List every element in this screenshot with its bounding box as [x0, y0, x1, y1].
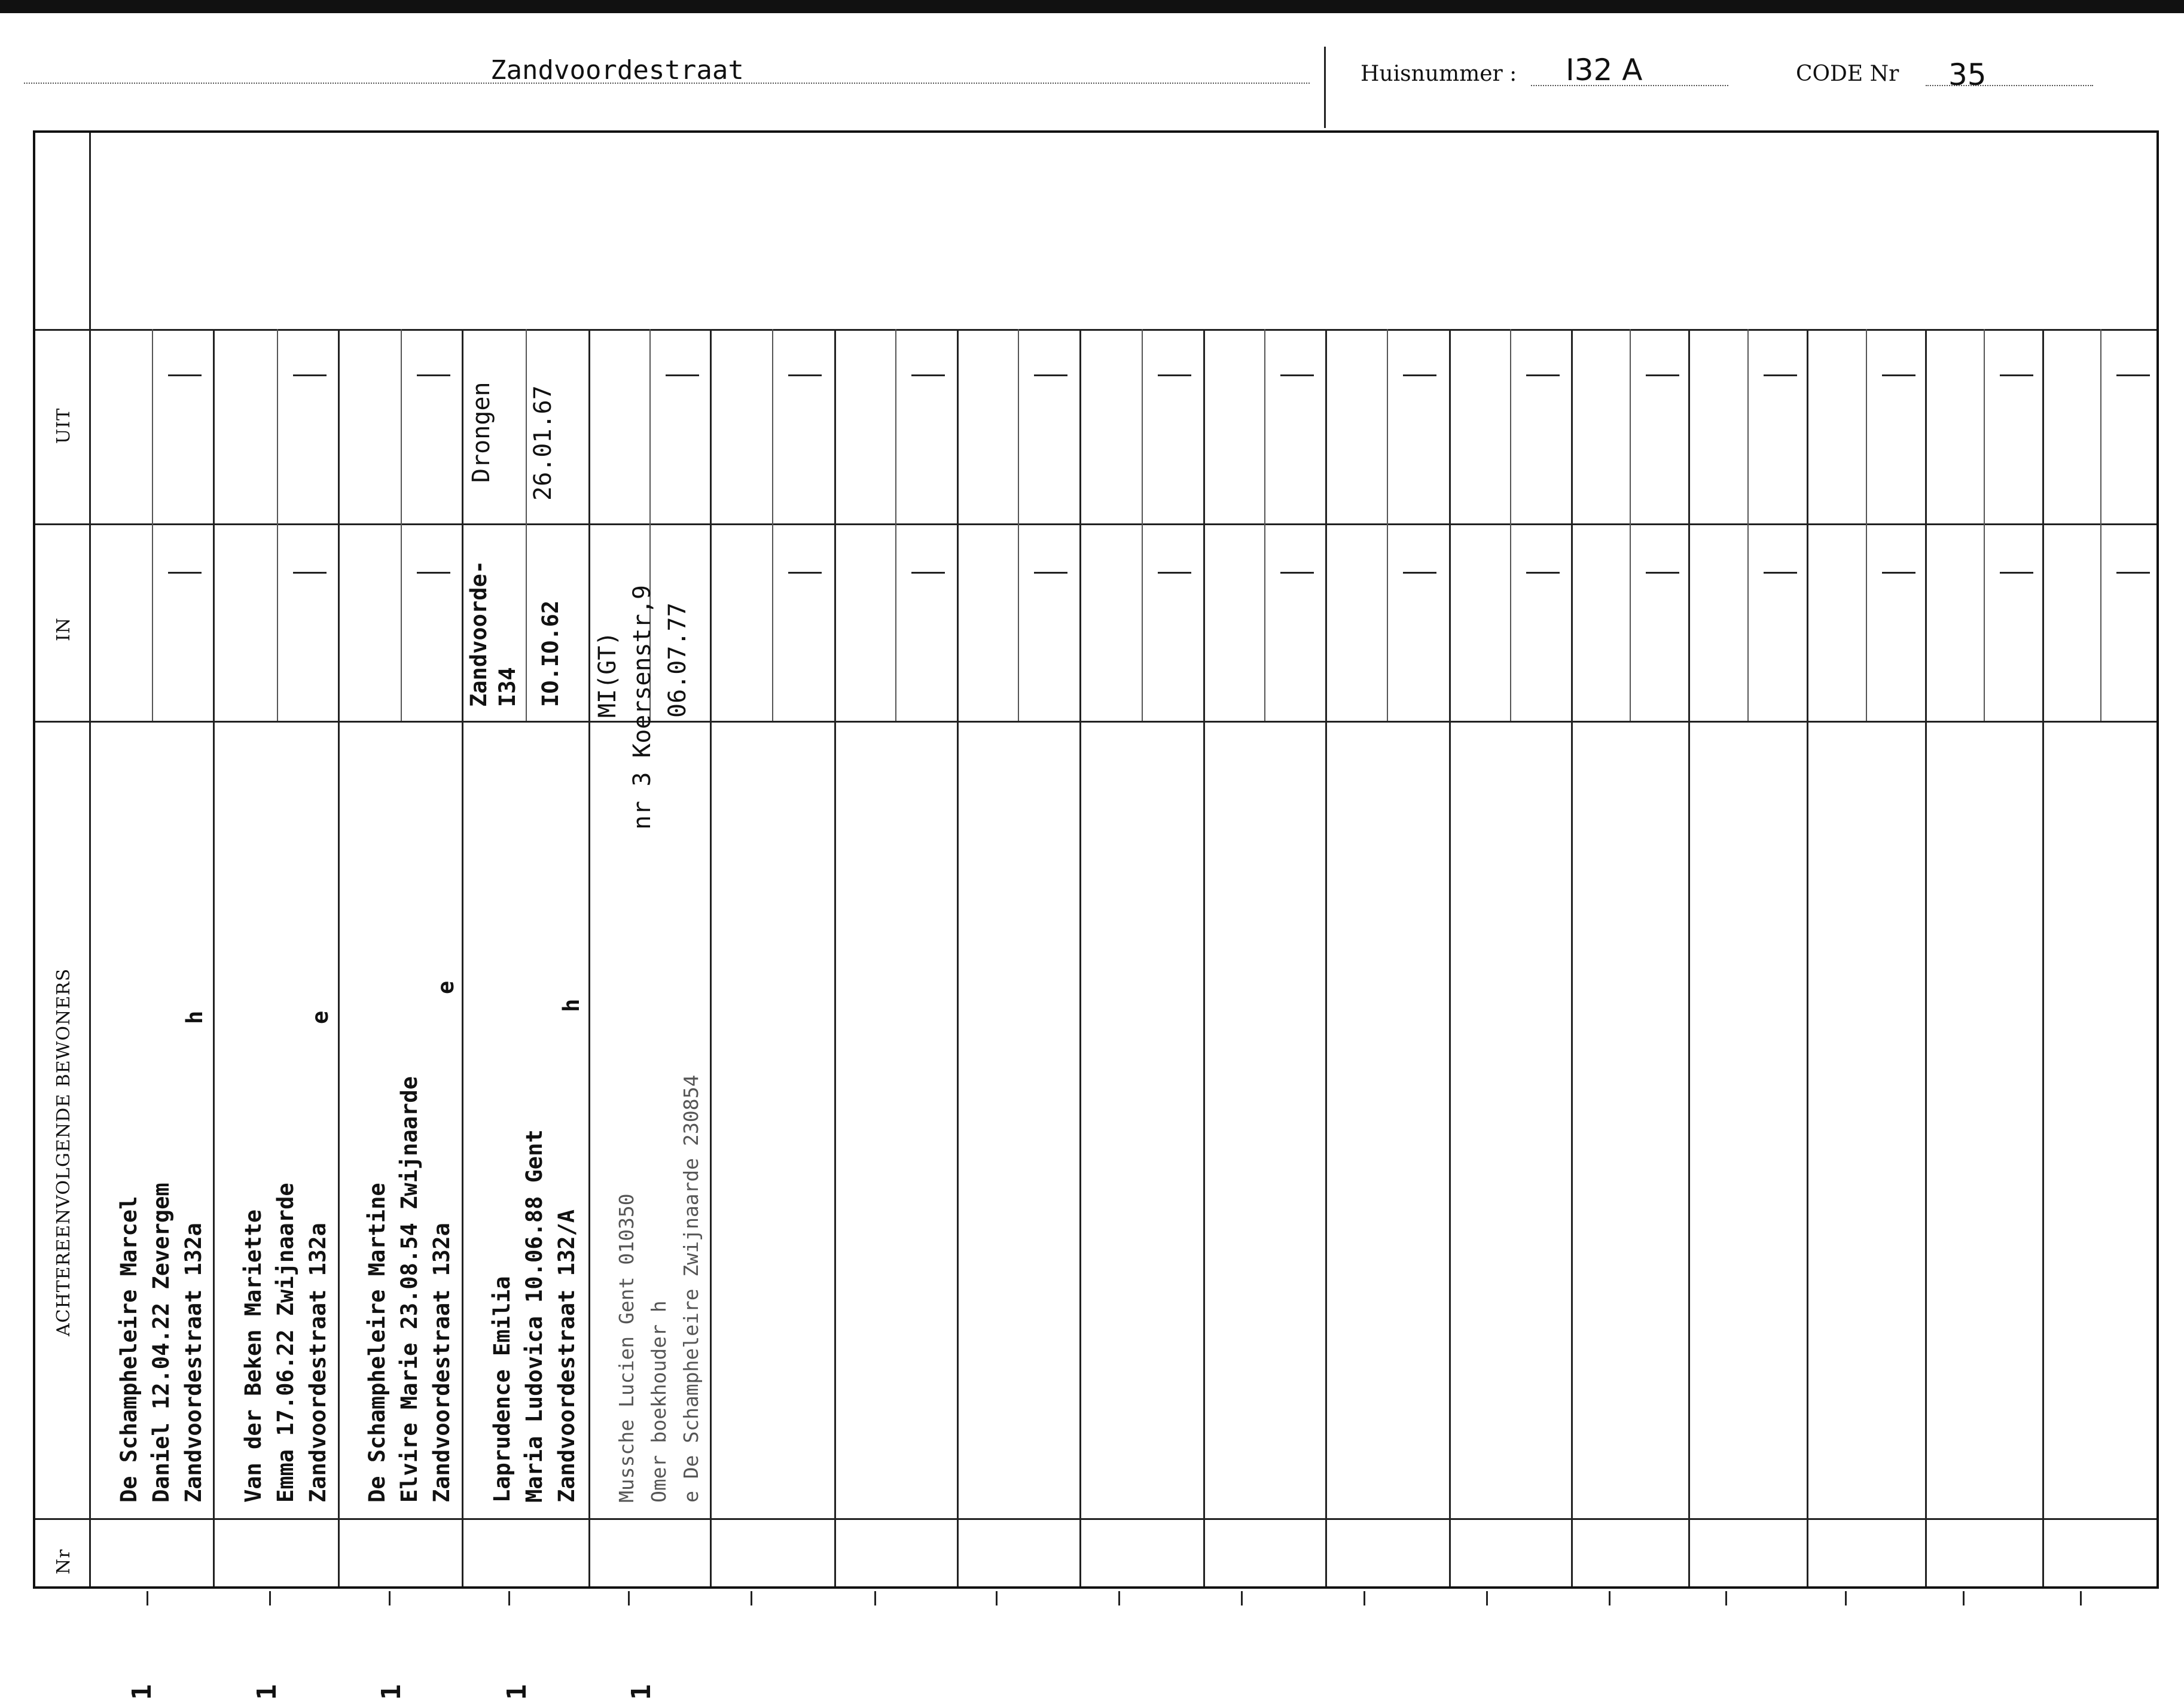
- resident-mark: e: [430, 981, 462, 994]
- column-rule: [834, 329, 836, 1586]
- uit-dash: [1403, 374, 1436, 376]
- uit-dash: [1158, 374, 1191, 376]
- in-dash: [1646, 572, 1679, 574]
- column-rule: [957, 329, 959, 1586]
- uit-dash: [1764, 374, 1797, 376]
- foot-tick: [1609, 1591, 1610, 1605]
- in-dash: [1403, 572, 1436, 574]
- column-rule: [338, 329, 340, 1586]
- foot-tick: [508, 1591, 510, 1605]
- bewoners-nr-rule: [35, 1518, 2156, 1520]
- subcolumn-rule: [1387, 329, 1388, 721]
- in-dash: [417, 572, 450, 574]
- foot-tick: [1118, 1591, 1120, 1605]
- resident-mark: h: [556, 999, 588, 1012]
- foot-tick: [1725, 1591, 1727, 1605]
- in-date: IO.IO.62: [535, 601, 567, 707]
- label-column-rule: [89, 133, 91, 1586]
- foot-tick: [996, 1591, 998, 1605]
- foot-tick: [1486, 1591, 1488, 1605]
- in-label: IN: [53, 617, 74, 641]
- column-rule: [1925, 329, 1927, 1586]
- in-dash: [1764, 572, 1797, 574]
- column-rule: [1203, 329, 1205, 1586]
- in-dash: [293, 572, 327, 574]
- code-label: CODE Nr: [1796, 62, 1899, 86]
- in-place: Zandvoorde-: [463, 560, 495, 707]
- in-dash: [1158, 572, 1191, 574]
- uit-dash: [666, 374, 699, 376]
- register-grid: [33, 130, 2159, 1589]
- uit-dash: [1882, 374, 1915, 376]
- resident-address: e De Schampheleire Zwijnaarde 230854: [675, 1075, 707, 1503]
- resident-nr: 1: [502, 1684, 532, 1700]
- in-bewoners-rule: [35, 721, 2156, 723]
- resident-name: De Schampheleire Martine: [361, 1183, 394, 1503]
- foot-tick: [1845, 1591, 1847, 1605]
- resident-address: Zandvoordestraat 132a: [302, 1223, 334, 1503]
- uit-dash: [168, 374, 202, 376]
- column-rule: [1325, 329, 1327, 1586]
- foot-tick: [1241, 1591, 1243, 1605]
- subcolumn-rule: [401, 329, 402, 721]
- column-rule: [1449, 329, 1451, 1586]
- column-rule: [1807, 329, 1808, 1586]
- huisnummer-value: I32 A: [1566, 53, 1642, 87]
- foot-tick: [147, 1591, 148, 1605]
- subcolumn-rule: [152, 329, 153, 721]
- foot-tick: [269, 1591, 271, 1605]
- subcolumn-rule: [1510, 329, 1511, 721]
- uit-date: 26.01.67: [526, 385, 560, 501]
- in-note: nr 3: [625, 772, 660, 830]
- column-rule: [588, 329, 590, 1586]
- in-dash: [911, 572, 945, 574]
- resident-nr: 1: [252, 1684, 282, 1700]
- column-rule: [1571, 329, 1573, 1586]
- uit-dash: [1646, 374, 1679, 376]
- column-rule: [1688, 329, 1690, 1586]
- subcolumn-rule: [277, 329, 278, 721]
- in-origin: MI(GT): [590, 632, 625, 718]
- subcolumn-rule: [1264, 329, 1265, 721]
- foot-tick: [628, 1591, 630, 1605]
- subcolumn-rule: [1984, 329, 1985, 721]
- foot-tick: [874, 1591, 876, 1605]
- subcolumn-rule: [895, 329, 896, 721]
- huisnummer-label: Huisnummer :: [1361, 62, 1517, 86]
- subcolumn-rule: [1630, 329, 1631, 721]
- in-date: 06.07.77: [660, 602, 695, 718]
- resident-name: De Schampheleire Marcel: [113, 1196, 145, 1503]
- resident-address: Zandvoordestraat 132a: [426, 1223, 458, 1503]
- in-dash: [1882, 572, 1915, 574]
- subcolumn-rule: [1866, 329, 1867, 721]
- nr-label: Nr: [53, 1549, 74, 1574]
- subcolumn-rule: [1747, 329, 1749, 721]
- uit-place: Drongen: [464, 382, 499, 483]
- column-rule: [462, 329, 463, 1586]
- in-dash: [2000, 572, 2033, 574]
- resident-address: Zandvoordestraat 132a: [178, 1223, 210, 1503]
- resident-nr: 1: [626, 1684, 657, 1700]
- subcolumn-rule: [2100, 329, 2101, 721]
- subcolumn-rule: [1142, 329, 1143, 721]
- resident-details: Elvire Marie 23.08.54 Zwijnaarde: [394, 1076, 426, 1503]
- in-dash: [1034, 572, 1067, 574]
- resident-name: Laprudence Emilia: [486, 1276, 518, 1503]
- header-separator: [1324, 47, 1326, 128]
- uit-label: UIT: [53, 408, 74, 444]
- resident-details: Daniel 12.04.22 Zevergem: [145, 1183, 178, 1503]
- uit-dash: [2000, 374, 2033, 376]
- resident-name: Van der Beken Mariette: [237, 1210, 270, 1503]
- street-name: Zandvoordestraat: [490, 55, 744, 86]
- column-rule: [213, 329, 215, 1586]
- in-dash: [788, 572, 822, 574]
- subcolumn-rule: [772, 329, 773, 721]
- in-dash: [1526, 572, 1560, 574]
- code-value: 35: [1948, 57, 1987, 92]
- resident-nr: 1: [127, 1684, 157, 1700]
- in-housenr: I34: [492, 667, 524, 707]
- foot-tick: [1364, 1591, 1365, 1605]
- top-section-rule: [35, 329, 2156, 331]
- foot-tick: [389, 1591, 391, 1605]
- foot-tick: [751, 1591, 752, 1605]
- resident-details: Emma 17.06.22 Zwijnaarde: [270, 1183, 302, 1503]
- subcolumn-rule: [1018, 329, 1019, 721]
- column-rule: [1079, 329, 1081, 1586]
- uit-dash: [1280, 374, 1314, 376]
- uit-in-rule: [35, 523, 2156, 525]
- scan-top-border: [0, 0, 2184, 13]
- uit-dash: [788, 374, 822, 376]
- in-dash: [1280, 572, 1314, 574]
- in-dash: [2116, 572, 2150, 574]
- column-rule: [2042, 329, 2044, 1586]
- uit-dash: [1526, 374, 1560, 376]
- foot-tick: [1963, 1591, 1965, 1605]
- uit-dash: [911, 374, 945, 376]
- in-dash: [168, 572, 202, 574]
- column-rule: [710, 329, 712, 1586]
- bewoners-label: ACHTEREENVOLGENDE BEWONERS: [53, 968, 74, 1336]
- uit-dash: [2116, 374, 2150, 376]
- resident-details: Maria Ludovica 10.06.88 Gent: [518, 1129, 551, 1503]
- in-street: Koersenstr,9: [625, 585, 660, 758]
- resident-mark: e: [304, 1011, 337, 1024]
- resident-address: Zandvoordestraat 132/A: [551, 1210, 583, 1503]
- uit-dash: [293, 374, 327, 376]
- uit-dash: [417, 374, 450, 376]
- resident-name: Mussche Lucien Gent 010350: [611, 1193, 643, 1503]
- foot-tick: [2080, 1591, 2082, 1605]
- resident-nr: 1: [376, 1684, 407, 1700]
- resident-details: Omer boekhouder h: [643, 1300, 675, 1503]
- resident-mark: h: [179, 1011, 211, 1024]
- uit-dash: [1034, 374, 1067, 376]
